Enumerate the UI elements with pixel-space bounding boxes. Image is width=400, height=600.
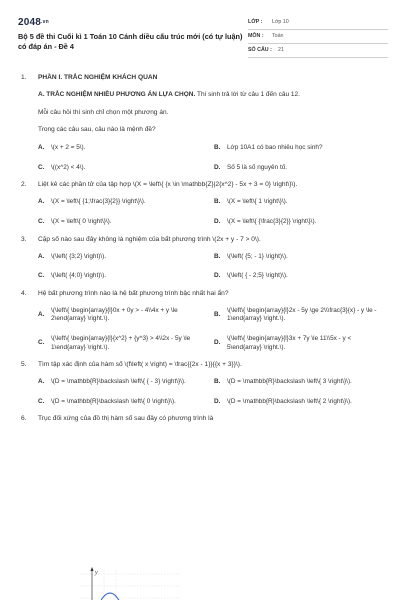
question-stem: Liệt kê các phần tử của tập hợp \(X = \left\{ {x \in \mathbb{Z}|2{x^2} - 5x + 3 = 0} \right\}\). [38,181,298,189]
option-a[interactable] [38,198,210,207]
option-c[interactable] [38,272,210,281]
option-letter: A. [38,252,45,260]
option-text: \(D = \mathbb{R}\backslash \left\{ 2 \right\}\). [227,397,352,405]
question-stem: Tìm tập xác định của hàm số \(f\left( x \right) = \frac{{2x - 1}}{{x + 3}}\). [38,361,242,369]
option-b[interactable] [214,198,386,207]
option-text: \(D = \mathbb{R}\backslash \left\{ { - 3} \right\}\). [51,378,186,386]
option-letter: B. [214,252,221,260]
question-stem: Hệ bất phương trình nào là hệ bất phương trình bậc nhất hai ẩn? [38,289,229,297]
part-heading-bold: A. TRẮC NGHIỆM NHIỀU PHƯƠNG ÁN LỰA CHỌN. [38,90,196,98]
option-letter: D. [214,163,221,171]
option-text: \(x + 2 = 5\). [51,144,86,152]
question-6 [18,415,390,424]
y-axis-label: y [95,570,98,576]
instruction: Mỗi câu hỏi thí sinh chỉ chọn một phương án. [38,108,169,116]
option-b[interactable] [214,378,386,387]
option-text: \(D = \mathbb{R}\backslash \left\{ 0 \right\}\). [51,397,176,405]
section-title: PHẦN I. TRẮC NGHIỆM KHÁCH QUAN [38,74,158,81]
option-d[interactable] [214,218,386,227]
option-d[interactable] [214,164,386,173]
logo-text: 2048 [18,17,42,28]
part-heading-rest: Thí sinh trả lời từ câu 1 đến câu 12. [195,90,300,98]
question-number: 5. [21,361,27,369]
option-letter: D. [214,339,221,347]
option-text: \((x^2) < 4\). [51,163,86,171]
question-4 [18,290,390,352]
site-logo[interactable] [18,16,49,30]
option-letter: D. [214,218,221,225]
question-head [18,181,390,190]
question-list [18,74,390,433]
question-head [18,415,390,424]
option-letter: D. [214,272,221,280]
option-d[interactable] [214,335,386,352]
option-letter: C. [38,272,45,280]
option-b[interactable] [214,253,386,262]
meta-value: Toán [272,33,284,39]
options [18,198,390,226]
options [18,378,390,406]
option-text: \(\left( {3;2} \right)\). [51,252,107,260]
question-head [18,290,390,299]
function-graph [60,566,180,600]
logo-suffix: .vn [41,18,49,25]
question-head [18,361,390,370]
option-letter: D. [214,397,221,405]
option-text: \(X = \left\{ 0 \right\}\). [51,218,112,225]
document-title: Bộ 5 đề thi Cuối kì 1 Toán 10 Cánh diều cấu trúc mới (có tự luận) có đáp án - Đề 4 [18,32,243,51]
option-letter: B. [214,378,221,386]
option-text: \(\left\{ \begin{array}{l}0x + 0y > - 4\\4x + y \le 2\end{array} \right.\). [51,306,178,323]
option-letter: B. [214,311,221,319]
question-number: 4. [21,289,27,297]
option-text: \(\left( {5; - 1} \right)\). [227,252,288,260]
option-text: \(\left\{ \begin{array}{l}{x^2} + {y^3} > 4\\2x - 5y \le 1\end{array} \right.\). [51,334,191,351]
options [18,253,390,281]
meta-key: SỐ CÂU : [248,47,272,53]
option-letter: A. [38,378,45,386]
option-c[interactable] [38,398,210,407]
meta-value: Lớp 10 [272,19,289,25]
question-number: 6. [21,415,27,423]
option-text: \(\left( {4;0} \right)\). [51,272,107,280]
question-head [18,236,390,245]
question-stem: Trong các câu sau, câu nào là mệnh đề? [38,126,156,134]
option-c[interactable] [38,335,210,352]
meta-row-subject [248,30,388,44]
options [18,144,390,172]
option-letter: A. [38,311,45,319]
option-b[interactable] [214,144,386,153]
option-letter: C. [38,218,45,225]
question-5 [18,361,390,406]
option-c[interactable] [38,218,210,227]
question-2 [18,181,390,226]
option-letter: A. [38,144,45,152]
option-text: Lớp 10A1 có bao nhiêu học sinh? [227,144,323,152]
option-text: \(D = \mathbb{R}\backslash \left\{ 3 \right\}\). [227,378,352,386]
option-a[interactable] [38,253,210,262]
meta-value: 21 [278,47,284,53]
meta-row-class [248,16,388,30]
part-heading [18,91,390,100]
option-c[interactable] [38,164,210,173]
options [18,307,390,353]
question-number: 1. [21,74,27,81]
option-letter: A. [38,198,45,206]
question-stem: Trục đối xứng của đồ thị hàm số sau đây có phương trình là [38,415,214,423]
y-axis-arrow [90,567,93,571]
question-3 [18,236,390,281]
option-b[interactable] [214,307,386,324]
meta-row-count [248,44,388,58]
page-header [18,12,390,64]
option-text: \(X = \left\{ 1 \right\}\). [227,198,288,206]
question-head [18,74,390,83]
option-letter: B. [214,198,221,206]
question-1 [18,74,390,172]
question-stem: Cặp số nào sau đây không là nghiệm của bất phương trình \(2x + y - 7 > 0\). [38,235,261,243]
option-d[interactable] [214,272,386,281]
option-text: \(X = \left\{ {\frac{3}{2}} \right\}\). [227,218,317,225]
question-number: 3. [21,235,27,243]
option-text: \(\left( { - 2;5} \right)\). [227,272,288,280]
meta-key: MÔN : [248,33,264,39]
meta-key: LỚP : [248,19,263,25]
option-text: Số 5 là số nguyên tố. [227,163,288,171]
option-a[interactable] [38,307,210,324]
option-d[interactable] [214,398,386,407]
option-letter: B. [214,144,221,152]
option-letter: C. [38,163,45,171]
meta-table [248,16,388,58]
option-text: \(X = \left\{ {1;\frac{3}{2}} \right\}\). [51,198,146,206]
option-a[interactable] [38,378,210,387]
option-letter: C. [38,397,45,405]
option-a[interactable] [38,144,210,153]
option-text: \(\left\{ \begin{array}{l}2x - 5y \ge 2\\\frac{3}{x} - y \le - 1\end{array} \right.\). [227,306,377,323]
parabola-curve [98,593,122,600]
option-text: \(\left\{ \begin{array}{l}3x + 7y \le 11\\5x - y < 5\end{array} \right.\). [227,334,352,351]
option-letter: C. [38,339,45,347]
question-number: 2. [21,181,27,189]
